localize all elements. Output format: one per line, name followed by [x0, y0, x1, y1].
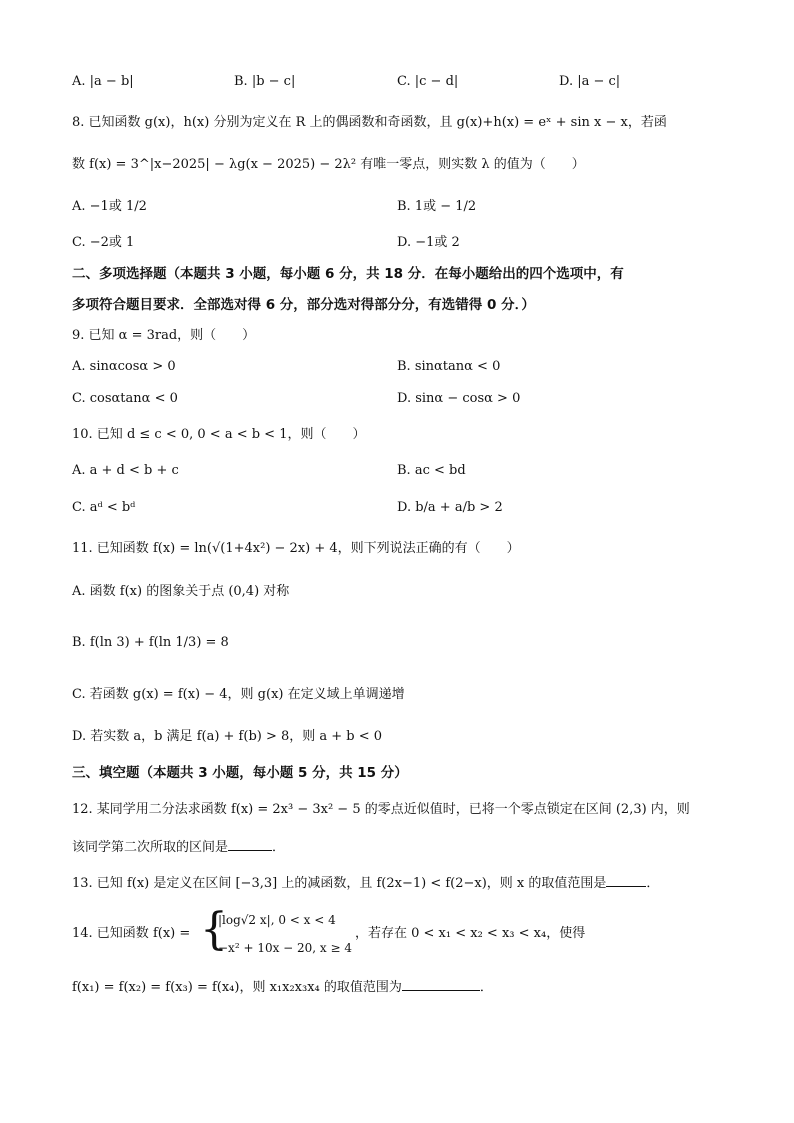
q14-answer-blank[interactable] [402, 976, 480, 991]
q8-option-b: B. 1或 − 1/2 [397, 199, 477, 214]
section2-heading-line2: 多项符合题目要求．全部选对得 6 分，部分选对得部分分，有选错得 0 分．） [72, 297, 535, 313]
q14-stem-line2 [72, 976, 493, 998]
q13-end-mark: ． [646, 876, 660, 891]
q11-option-d: D. 若实数 a，b 满足 f(a) + f(b) > 8，则 a + b < 0 [72, 729, 383, 744]
q7-option-c: C. |c − d| [397, 74, 459, 89]
q12-answer-blank[interactable] [228, 836, 272, 851]
q10-option-a: A. a + d < b + c [72, 463, 179, 478]
q14-end-mark: ． [479, 980, 493, 995]
q11-option-b: B. f(ln 3) + f(ln 1/3) = 8 [72, 635, 229, 650]
q8-option-c: C. −2或 1 [72, 235, 135, 250]
q10-option-d: D. b/a + a/b > 2 [397, 500, 503, 515]
q8-option-a: A. −1或 1/2 [72, 199, 147, 214]
q13-stem-text: 13. 已知 f(x) 是定义在区间 [−3,3] 上的减函数，且 f(2x−1) < f(2−x)，则 x 的取值范围是 [72, 876, 607, 891]
q10-option-c: C. aᵈ < bᵈ [72, 500, 136, 515]
q11-option-c: C. 若函数 g(x) = f(x) − 4，则 g(x) 在定义域上单调递增 [72, 687, 405, 702]
q8-option-d: D. −1或 2 [397, 235, 460, 250]
q8-stem-line1: 8. 已知函数 g(x)，h(x) 分别为定义在 R 上的偶函数和奇函数，且 g(x)+h(x) = eˣ + sin x − x，若函 [72, 115, 667, 130]
q9-option-d: D. sinα − cosα > 0 [397, 391, 521, 406]
q9-stem: 9. 已知 α = 3rad，则（ ） [72, 328, 256, 343]
q11-option-a: A. 函数 f(x) 的图象关于点 (0,4) 对称 [72, 584, 290, 599]
q12-stem-line1: 12. 某同学用二分法求函数 f(x) = 2x³ − 3x² − 5 的零点近似值时，已将一个零点锁定在区间 (2,3) 内，则 [72, 802, 690, 817]
section2-heading-line1: 二、多项选择题（本题共 3 小题，每小题 6 分，共 18 分．在每小题给出的四个选项中，有 [72, 266, 624, 282]
q9-option-b: B. sinαtanα < 0 [397, 359, 501, 374]
q11-stem: 11. 已知函数 f(x) = ln(√(1+4x²) − 2x) + 4，则下列说法正确的有（ ） [72, 541, 520, 556]
section3-heading: 三、填空题（本题共 3 小题，每小题 5 分，共 15 分） [72, 765, 408, 781]
q9-option-c: C. cosαtanα < 0 [72, 391, 178, 406]
q10-stem: 10. 已知 d ≤ c < 0, 0 < a < b < 1，则（ ） [72, 427, 366, 442]
q8-stem-line2: 数 f(x) = 3^|x−2025| − λg(x − 2025) − 2λ² 有唯一零点，则实数 λ 的值为（ ） [72, 157, 585, 172]
q14-stem-prefix: 14. 已知函数 f(x) = [72, 926, 191, 941]
q7-option-a: A. |a − b| [72, 74, 134, 89]
q12-stem-text: 该同学第二次所取的区间是 [72, 840, 229, 855]
q10-option-b: B. ac < bd [397, 463, 466, 478]
q9-option-a: A. sinαcosα > 0 [72, 359, 176, 374]
q13-answer-blank[interactable] [606, 872, 646, 887]
q14-stem-suffix: ，若存在 0 < x₁ < x₂ < x₃ < x₄，使得 [355, 926, 586, 941]
q7-option-b: B. |b − c| [234, 74, 296, 89]
q13-stem [72, 872, 659, 894]
q14-case1: |log√2 x|, 0 < x < 4 [218, 913, 336, 927]
q14-piecewise-brace: { [200, 904, 228, 955]
q12-end-mark: ． [272, 840, 286, 855]
q14-stem-text: f(x₁) = f(x₂) = f(x₃) = f(x₄)，则 x₁x₂x₃x₄ 的取值范围为 [72, 980, 402, 995]
q14-case2: −x² + 10x − 20, x ≥ 4 [218, 941, 353, 955]
q12-stem-line2 [72, 836, 285, 858]
q7-option-d: D. |a − c| [559, 74, 621, 89]
